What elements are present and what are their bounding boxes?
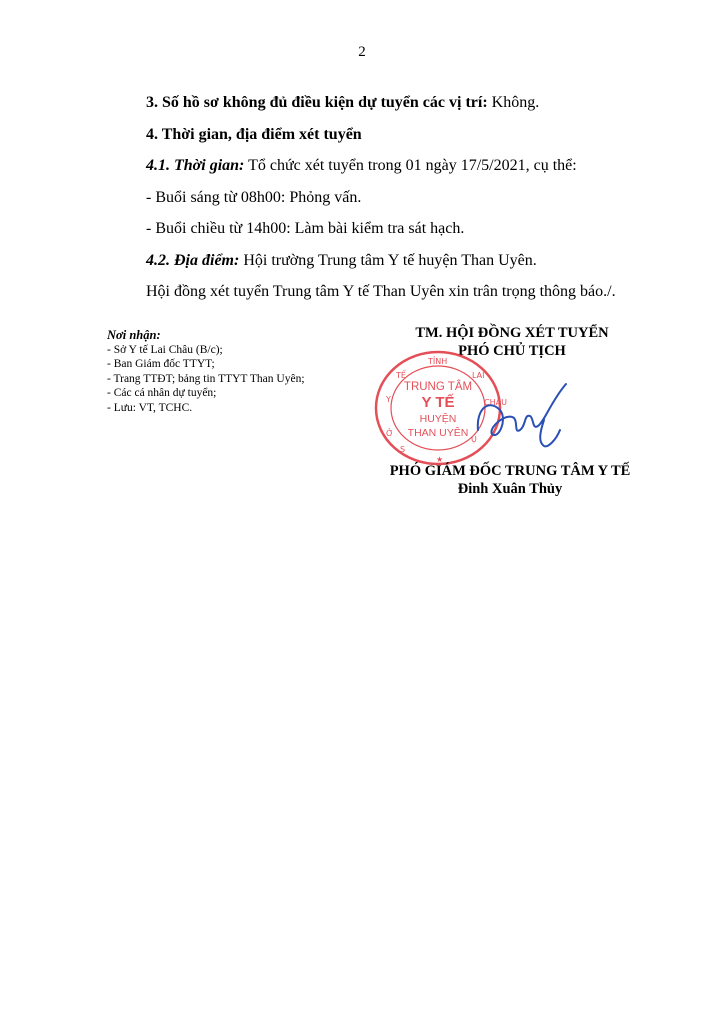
recipients-list — [107, 343, 367, 416]
svg-text:S: S — [400, 445, 406, 454]
section-4-1-line — [146, 150, 666, 182]
svg-text:TỈNH: TỈNH — [428, 357, 448, 366]
stamp-text-line4: THAN UYÊN — [407, 427, 469, 439]
signer-block — [350, 462, 670, 498]
morning-session: - Buổi sáng từ 08h00: Phỏng vấn. — [146, 188, 362, 206]
signature-title: PHÓ CHỦ TỊCH — [458, 343, 566, 359]
svg-text:Ở: Ở — [386, 429, 394, 438]
signature-authority: TM. HỘI ĐỒNG XÉT TUYỂN — [415, 325, 609, 341]
section-4-2-line — [146, 245, 666, 277]
svg-text:Ụ: Ụ — [471, 435, 477, 444]
section-4-1-value: Tổ chức xét tuyển trong 01 ngày 17/5/2021, cụ thể: — [244, 157, 577, 174]
recipients-block — [107, 328, 367, 415]
afternoon-session: - Buổi chiều từ 14h00: Làm bài kiểm tra sát hạch. — [146, 220, 465, 237]
stamp-text-line2: Y TẾ — [421, 394, 455, 411]
recipient-item: - Trang TTĐT; bảng tin TTYT Than Uyên; — [107, 372, 305, 385]
signer-name: Đinh Xuân Thủy — [457, 481, 563, 497]
recipient-item: - Các cá nhân dự tuyển; — [107, 387, 217, 399]
page-number: 2 — [358, 44, 366, 60]
svg-text:Y: Y — [386, 395, 391, 404]
signer-position: PHÓ GIÁM ĐỐC TRUNG TÂM Y TẾ — [389, 463, 631, 479]
recipients-heading: Nơi nhận: — [107, 328, 161, 342]
stamp-text-line3: HUYỆN — [419, 413, 457, 425]
recipient-item: - Sở Y tế Lai Châu (B/c); — [107, 343, 223, 356]
closing-statement: Hội đồng xét tuyển Trung tâm Y tế Than Uyên xin trân trọng thông báo./. — [146, 283, 616, 300]
recipient-item: - Lưu: VT, TCHC. — [107, 401, 193, 414]
stamp-text-line1: TRUNG TÂM — [403, 381, 473, 393]
section-4-2-value: Hội trường Trung tâm Y tế huyện Than Uyên. — [239, 251, 537, 269]
section-3-line — [146, 87, 666, 119]
section-3-label: 3. Số hồ sơ không đủ điều kiện dự tuyển các vị trí: — [146, 94, 488, 111]
svg-text:LAI: LAI — [472, 371, 485, 380]
recipient-item: - Ban Giám đốc TTYT; — [107, 358, 215, 370]
signature-graphic — [448, 370, 598, 460]
document-body — [146, 87, 666, 308]
section-4-1-label: 4.1. Thời gian: — [146, 157, 245, 174]
section-4-2-label: 4.2. Địa điểm: — [146, 251, 240, 269]
section-3-value: Không. — [487, 94, 540, 111]
handwritten-signature — [448, 370, 598, 460]
svg-text:★: ★ — [436, 455, 444, 464]
svg-text:CHÂU: CHÂU — [484, 398, 507, 407]
section-4-heading: 4. Thời gian, địa điểm xét tuyển — [146, 125, 362, 143]
svg-text:TẾ: TẾ — [396, 371, 406, 380]
